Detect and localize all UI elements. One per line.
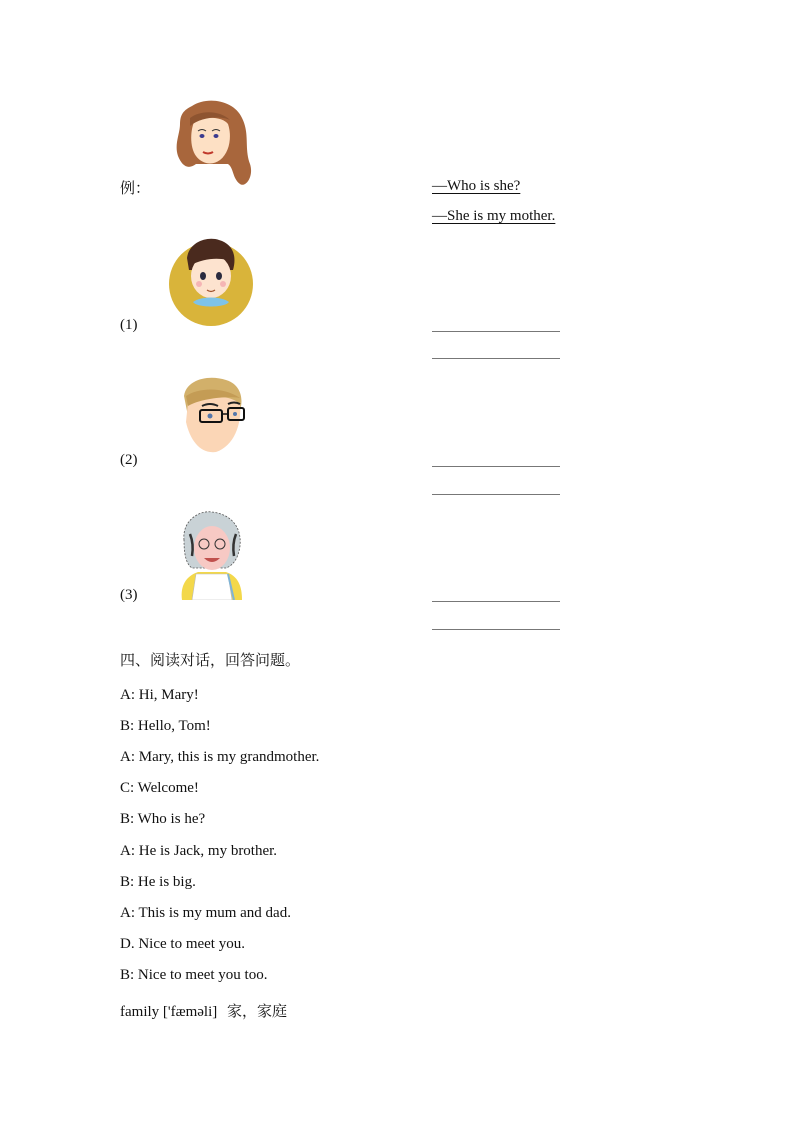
item-3-number: (3) — [120, 587, 138, 603]
item-2-answer-blank-1[interactable] — [432, 466, 560, 467]
example-answer-statement: —She is my mother. — [432, 208, 556, 224]
dialogue-line: B: Hello, Tom! — [120, 718, 211, 734]
example-answer-question: —Who is she? — [432, 178, 521, 194]
item-2-answer-blank-2[interactable] — [432, 494, 560, 495]
dialogue-line: A: He is Jack, my brother. — [120, 843, 278, 859]
man-with-glasses-face-image — [178, 376, 246, 456]
dialogue-line: D. Nice to meet you. — [120, 936, 245, 952]
vocab-word: family ['fæməli] — [120, 1004, 218, 1020]
section-4-heading: 四、阅读对话，回答问题。 — [120, 651, 301, 669]
dialogue-line: A: Mary, this is my grandmother. — [120, 749, 320, 765]
dialogue-line: A: Hi, Mary! — [120, 687, 199, 703]
man-with-glasses-icon — [178, 376, 246, 456]
dialogue-line: B: Nice to meet you too. — [120, 967, 268, 983]
dialogue-line: C: Welcome! — [120, 780, 199, 796]
boy-face-icon — [167, 236, 255, 328]
grandmother-image — [176, 510, 244, 600]
dialogue-line: B: Who is he? — [120, 811, 206, 827]
vocab-entry — [120, 1002, 287, 1021]
item-3-answer-blank-2[interactable] — [432, 629, 560, 630]
grandmother-icon — [176, 510, 244, 600]
item-1-answer-blank-1[interactable] — [432, 331, 560, 332]
boy-face-image — [167, 236, 255, 328]
item-1-answer-blank-2[interactable] — [432, 358, 560, 359]
example-label: 例： — [120, 179, 151, 197]
mother-face-icon — [172, 98, 254, 190]
item-1-number: (1) — [120, 317, 138, 333]
item-3-answer-blank-1[interactable] — [432, 601, 560, 602]
dialogue-line: A: This is my mum and dad. — [120, 905, 291, 921]
mother-face-image — [172, 98, 254, 190]
item-2-number: (2) — [120, 452, 138, 468]
vocab-meaning: 家，家庭 — [227, 1002, 288, 1020]
dialogue-line: B: He is big. — [120, 874, 196, 890]
